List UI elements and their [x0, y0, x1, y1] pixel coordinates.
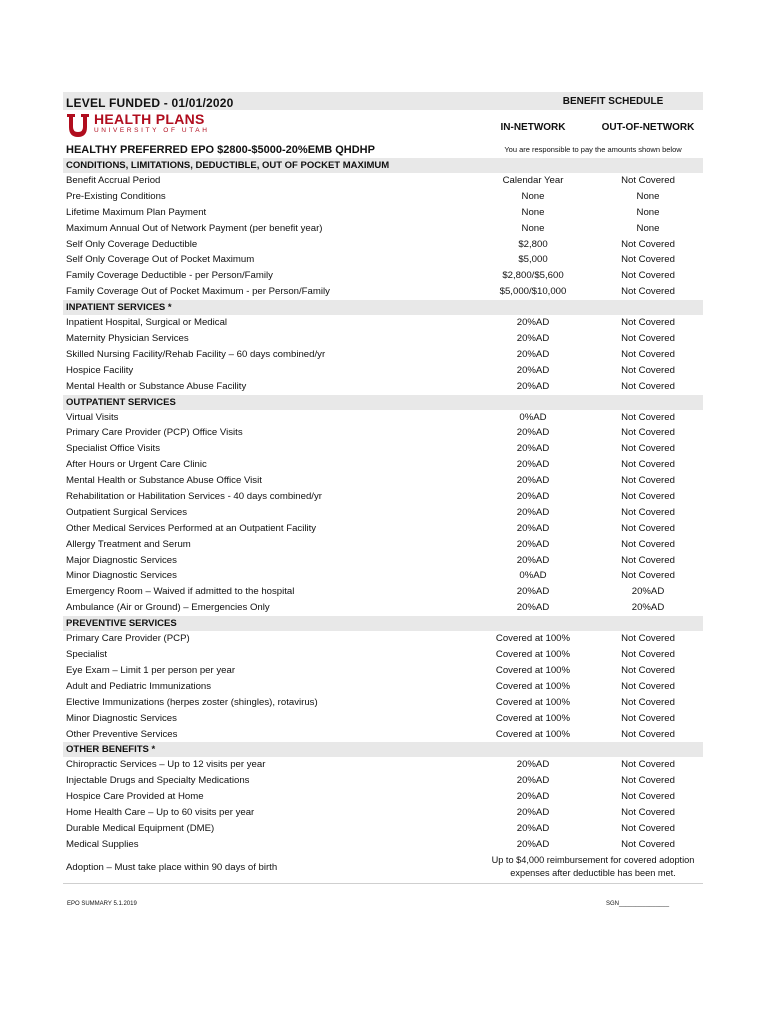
- level-funded-title: LEVEL FUNDED - 01/01/2020: [66, 96, 234, 110]
- out-of-network-value: Not Covered: [621, 238, 675, 250]
- in-network-value: Covered at 100%: [495, 696, 571, 708]
- benefit-label: Other Medical Services Performed at an Outpatient Facility: [66, 522, 317, 534]
- out-of-network-value: Not Covered: [621, 696, 675, 708]
- table-row: [63, 315, 703, 331]
- table-row: [63, 600, 703, 616]
- out-of-network-value: Not Covered: [621, 522, 675, 534]
- in-network-value: 20%AD: [516, 380, 550, 392]
- benefit-label: Allergy Treatment and Serum: [66, 538, 191, 550]
- logo-sub-text: UNIVERSITY OF UTAH: [94, 127, 210, 134]
- table-row: [63, 363, 703, 379]
- out-of-network-value: Not Covered: [621, 570, 675, 582]
- out-of-network-value: Not Covered: [621, 254, 675, 266]
- table-row: [63, 252, 703, 268]
- in-network-value: Calendar Year: [502, 175, 564, 186]
- table-row: [63, 347, 703, 363]
- adoption-label: Adoption – Must take place within 90 days of birth: [66, 861, 278, 873]
- out-of-network-value: Not Covered: [621, 728, 675, 740]
- table-row: [63, 521, 703, 537]
- in-network-value: 20%AD: [516, 317, 550, 329]
- adoption-text-line2: expenses after deductible has been met.: [510, 867, 676, 878]
- benefit-label: Other Preventive Services: [66, 728, 178, 740]
- out-of-network-value: Not Covered: [621, 443, 675, 455]
- out-of-network-header: OUT-OF-NETWORK: [601, 122, 695, 133]
- section-header: [63, 742, 703, 757]
- in-network-value: Covered at 100%: [495, 712, 571, 724]
- benefit-label: Specialist Office Visits: [66, 443, 161, 455]
- benefit-label: Hospice Facility: [66, 364, 134, 376]
- responsible-note: You are responsible to pay the amounts shown below: [504, 145, 682, 154]
- benefit-label: Mental Health or Substance Abuse Facility: [66, 380, 247, 392]
- plan-row: [63, 140, 703, 158]
- table-row: [63, 473, 703, 489]
- table-row: [63, 379, 703, 395]
- in-network-value: 20%AD: [516, 538, 550, 550]
- benefit-label: Durable Medical Equipment (DME): [66, 822, 215, 834]
- benefit-label: Specialist: [66, 649, 108, 661]
- in-network-value: 0%AD: [519, 411, 547, 423]
- in-network-value: 20%AD: [516, 443, 550, 455]
- in-network-value: Covered at 100%: [495, 680, 571, 692]
- section-title: OTHER BENEFITS *: [66, 744, 156, 756]
- out-of-network-value: Not Covered: [621, 822, 675, 834]
- section-header: [63, 300, 703, 315]
- in-network-value: $5,000/$10,000: [499, 286, 567, 298]
- in-network-value: None: [521, 206, 545, 218]
- benefit-label: Ambulance (Air or Ground) – Emergencies Only: [66, 602, 270, 614]
- table-row: [63, 457, 703, 473]
- out-of-network-value: Not Covered: [621, 270, 675, 282]
- benefit-label: Lifetime Maximum Plan Payment: [66, 206, 207, 218]
- benefit-label: Minor Diagnostic Services: [66, 570, 177, 582]
- benefit-label: Major Diagnostic Services: [66, 554, 177, 566]
- table-row: [63, 237, 703, 253]
- benefit-label: Self Only Coverage Out of Pocket Maximum: [66, 254, 255, 266]
- in-network-value: 20%AD: [516, 364, 550, 376]
- table-row: [63, 773, 703, 789]
- out-of-network-value: Not Covered: [621, 427, 675, 439]
- benefit-label: Maternity Physician Services: [66, 333, 189, 345]
- in-network-value: 20%AD: [516, 822, 550, 834]
- table-row: [63, 663, 703, 679]
- benefit-label: Minor Diagnostic Services: [66, 712, 177, 724]
- benefit-label: Self Only Coverage Deductible: [66, 238, 198, 250]
- table-row: [63, 410, 703, 426]
- in-network-value: 20%AD: [516, 491, 550, 503]
- table-row: [63, 647, 703, 663]
- benefit-label: Injectable Drugs and Specialty Medications: [66, 775, 250, 787]
- benefit-schedule-title: BENEFIT SCHEDULE: [562, 96, 664, 107]
- in-network-value: $2,800: [518, 238, 548, 250]
- out-of-network-value: Not Covered: [621, 286, 675, 298]
- table-row: [63, 837, 703, 853]
- table-row: [63, 584, 703, 600]
- section-header: [63, 158, 703, 173]
- out-of-network-value: Not Covered: [621, 649, 675, 661]
- out-of-network-value: Not Covered: [621, 712, 675, 724]
- benefit-label: Eye Exam – Limit 1 per person per year: [66, 664, 236, 676]
- in-network-header: IN-NETWORK: [500, 122, 566, 133]
- in-network-value: 20%AD: [516, 807, 550, 819]
- in-network-value: $2,800/$5,600: [502, 270, 564, 282]
- table-row: [63, 553, 703, 569]
- in-network-value: 20%AD: [516, 775, 550, 787]
- benefit-label: Adult and Pediatric Immunizations: [66, 680, 212, 692]
- university-u-logo-icon: [66, 112, 90, 138]
- benefit-label: Elective Immunizations (herpes zoster (shingles), rotavirus): [66, 696, 318, 708]
- out-of-network-value: Not Covered: [621, 633, 675, 645]
- table-row: [63, 189, 703, 205]
- in-network-value: 20%AD: [516, 475, 550, 487]
- section-header: [63, 616, 703, 631]
- benefit-label: Emergency Room – Waived if admitted to the hospital: [66, 586, 295, 598]
- in-network-value: 20%AD: [516, 602, 550, 614]
- table-row: [63, 173, 703, 189]
- benefit-label: Chiropractic Services – Up to 12 visits per year: [66, 759, 266, 771]
- out-of-network-value: 20%AD: [631, 602, 665, 614]
- table-row: [63, 537, 703, 553]
- adoption-row: [63, 853, 703, 883]
- out-of-network-value: Not Covered: [621, 664, 675, 676]
- out-of-network-value: Not Covered: [621, 680, 675, 692]
- in-network-value: 20%AD: [516, 333, 550, 345]
- out-of-network-value: None: [636, 206, 660, 218]
- benefit-label: Family Coverage Deductible - per Person/Family: [66, 270, 273, 282]
- in-network-value: 20%AD: [516, 838, 550, 850]
- in-network-value: 20%AD: [516, 506, 550, 518]
- out-of-network-value: Not Covered: [621, 175, 675, 186]
- table-row: [63, 489, 703, 505]
- out-of-network-value: Not Covered: [621, 775, 675, 787]
- table-row: [63, 789, 703, 805]
- out-of-network-value: Not Covered: [621, 759, 675, 771]
- benefit-label: Inpatient Hospital, Surgical or Medical: [66, 317, 228, 329]
- table-row: [63, 505, 703, 521]
- table-row: [63, 221, 703, 237]
- in-network-value: 0%AD: [519, 570, 547, 582]
- logo-main-text: HEALTH PLANS: [94, 111, 205, 127]
- table-row: [63, 695, 703, 711]
- in-network-value: Covered at 100%: [495, 633, 571, 645]
- footer-signature: SGN_______________: [606, 901, 670, 907]
- out-of-network-value: Not Covered: [621, 538, 675, 550]
- benefit-label: After Hours or Urgent Care Clinic: [66, 459, 207, 471]
- out-of-network-value: Not Covered: [621, 807, 675, 819]
- benefit-label: Maximum Annual Out of Network Payment (per benefit year): [66, 222, 323, 234]
- out-of-network-value: Not Covered: [621, 459, 675, 471]
- table-row: [63, 711, 703, 727]
- benefit-label: Virtual Visits: [66, 411, 119, 423]
- out-of-network-value: None: [636, 190, 660, 202]
- in-network-value: 20%AD: [516, 554, 550, 566]
- benefit-summary-page: [63, 92, 703, 883]
- in-network-value: 20%AD: [516, 459, 550, 471]
- section-header: [63, 395, 703, 410]
- benefit-label: Benefit Accrual Period: [66, 175, 161, 186]
- benefit-label: Home Health Care – Up to 60 visits per year: [66, 807, 255, 819]
- benefit-label: Pre-Existing Conditions: [66, 190, 166, 202]
- benefit-label: Mental Health or Substance Abuse Office Visit: [66, 475, 262, 487]
- table-row: [63, 441, 703, 457]
- table-row: [63, 331, 703, 347]
- adoption-text: [458, 854, 728, 880]
- benefit-label: Primary Care Provider (PCP): [66, 633, 190, 645]
- benefit-label: Skilled Nursing Facility/Rehab Facility – 60 days combined/yr: [66, 348, 326, 360]
- table-row: [63, 568, 703, 584]
- benefit-label: Hospice Care Provided at Home: [66, 791, 204, 803]
- table-row: [63, 757, 703, 773]
- adoption-text-line1: Up to $4,000 reimbursement for covered adoption: [491, 854, 695, 865]
- table-row: [63, 268, 703, 284]
- table-row: [63, 727, 703, 743]
- section-title: INPATIENT SERVICES *: [66, 302, 172, 314]
- table-row: [63, 205, 703, 221]
- benefit-table: [63, 158, 703, 853]
- in-network-value: 20%AD: [516, 791, 550, 803]
- out-of-network-value: 20%AD: [631, 586, 665, 598]
- out-of-network-value: Not Covered: [621, 364, 675, 376]
- in-network-value: $5,000: [518, 254, 548, 266]
- out-of-network-value: Not Covered: [621, 491, 675, 503]
- table-row: [63, 284, 703, 300]
- table-row: [63, 425, 703, 441]
- benefit-label: Family Coverage Out of Pocket Maximum - per Person/Family: [66, 286, 330, 298]
- in-network-value: 20%AD: [516, 759, 550, 771]
- out-of-network-value: Not Covered: [621, 506, 675, 518]
- in-network-value: 20%AD: [516, 586, 550, 598]
- out-of-network-value: Not Covered: [621, 791, 675, 803]
- out-of-network-value: Not Covered: [621, 348, 675, 360]
- table-row: [63, 679, 703, 695]
- footer-left: EPO SUMMARY 5.1.2019: [67, 901, 137, 907]
- out-of-network-value: Not Covered: [621, 838, 675, 850]
- bottom-rule: [63, 883, 703, 884]
- in-network-value: Covered at 100%: [495, 649, 571, 661]
- section-title: OUTPATIENT SERVICES: [66, 396, 176, 408]
- out-of-network-value: Not Covered: [621, 380, 675, 392]
- table-row: [63, 821, 703, 837]
- benefit-label: Primary Care Provider (PCP) Office Visits: [66, 427, 243, 439]
- plan-name: HEALTHY PREFERRED EPO $2800-$5000-20%EMB QHDHP: [66, 144, 375, 156]
- section-title: CONDITIONS, LIMITATIONS, DEDUCTIBLE, OUT OF POCKET MAXIMUM: [66, 160, 390, 171]
- out-of-network-value: Not Covered: [621, 333, 675, 345]
- logo-row: [63, 110, 703, 140]
- in-network-value: None: [521, 190, 545, 202]
- out-of-network-value: None: [636, 222, 660, 234]
- in-network-value: 20%AD: [516, 348, 550, 360]
- health-plans-logo: [66, 112, 210, 138]
- title-row: [63, 92, 703, 110]
- in-network-value: None: [521, 222, 545, 234]
- out-of-network-value: Not Covered: [621, 554, 675, 566]
- benefit-label: Medical Supplies: [66, 838, 139, 850]
- out-of-network-value: Not Covered: [621, 475, 675, 487]
- in-network-value: 20%AD: [516, 522, 550, 534]
- out-of-network-value: Not Covered: [621, 411, 675, 423]
- in-network-value: Covered at 100%: [495, 664, 571, 676]
- benefit-label: Outpatient Surgical Services: [66, 506, 188, 518]
- in-network-value: Covered at 100%: [495, 728, 571, 740]
- table-row: [63, 805, 703, 821]
- section-title: PREVENTIVE SERVICES: [66, 618, 177, 630]
- in-network-value: 20%AD: [516, 427, 550, 439]
- table-row: [63, 631, 703, 647]
- benefit-label: Rehabilitation or Habilitation Services - 40 days combined/yr: [66, 491, 322, 503]
- out-of-network-value: Not Covered: [621, 317, 675, 329]
